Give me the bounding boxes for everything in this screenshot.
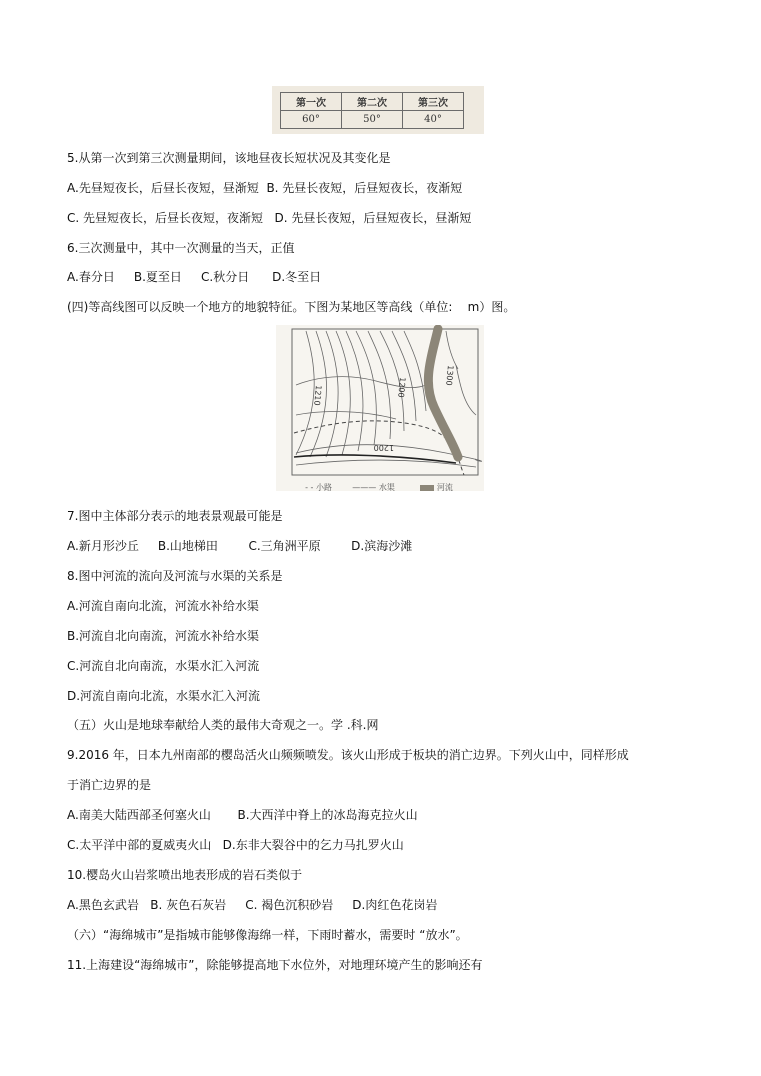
q9-options-2: C.太平洋中部的夏威夷火山 D.东非大裂谷中的乞力马扎罗火山 [67,838,404,852]
angle-table-image [272,86,484,134]
q9-options-1: A.南美大陆西部圣何塞火山 B.大西洋中脊上的冰岛海克拉火山 [67,808,418,822]
contour-label-1210: 1210 [312,384,323,406]
q7-options: A.新月形沙丘 B.山地梯田 C.三角洲平原 D.滨海沙滩 [67,539,413,553]
q6-stem: 6.三次测量中，其中一次测量的当天，正值 [67,241,295,255]
contour-label-1300: 1300 [444,364,455,386]
legend-road-symbol: - - [305,483,316,492]
table-header-2: 第二次 [342,93,403,111]
legend-river-label: 河流 [436,483,453,492]
section-5-intro: （五）火山是地球奉献给人类的最伟大奇观之一。学 .科.网 [67,718,379,732]
angle-table [280,92,464,129]
q9-stem-1: 9.2016 年，日本九州南部的樱岛活火山频频喷发。该火山形成于板块的消亡边界。下列火山中，同样形成 [67,748,629,762]
q11-stem: 11.上海建设“海绵城市”，除能够提高地下水位外，对地理环境产生的影响还有 [67,958,483,972]
contour-map [276,325,484,491]
table-value-2: 50° [342,111,403,129]
q7-stem: 7.图中主体部分表示的地表景观最可能是 [67,509,283,523]
map-legend: - - 小路 ——— 水渠 河流 [305,483,453,492]
q5-options-1: A.先昼短夜长，后昼长夜短，昼渐短 B. 先昼长夜短，后昼短夜长，夜渐短 [67,181,463,195]
table-value-1: 60° [281,111,342,129]
q8-option-d: D.河流自南向北流，水渠水汇入河流 [67,689,261,703]
q8-option-a: A.河流自南向北流，河流水补给水渠 [67,599,259,613]
q8-option-c: C.河流自北向南流，水渠水汇入河流 [67,659,260,673]
q5-options-2: C. 先昼短夜长，后昼长夜短，夜渐短 D. 先昼长夜短，后昼短夜长，昼渐短 [67,211,472,225]
table-header-3: 第三次 [403,93,464,111]
q8-stem: 8.图中河流的流向及河流与水渠的关系是 [67,569,283,583]
contour-label-1200-bottom: 1200 [373,443,394,452]
q6-options: A.春分日 B.夏至日 C.秋分日 D.冬至日 [67,270,322,284]
legend-river-symbol [420,485,434,491]
legend-road-label: 小路 [315,483,332,492]
table-header-1: 第一次 [281,93,342,111]
q9-stem-2: 于消亡边界的是 [67,778,152,792]
q8-option-b: B.河流自北向南流，河流水补给水渠 [67,629,260,643]
table-value-3: 40° [403,111,464,129]
q5-stem: 5.从第一次到第三次测量期间，该地昼夜长短状况及其变化是 [67,151,391,165]
section-6-intro: （六）“海绵城市”是指城市能够像海绵一样，下雨时蓄水，需要时 “放水”。 [67,928,468,942]
contour-map-drawing [276,325,484,491]
q10-options: A.黑色玄武岩 B. 灰色石灰岩 C. 褐色沉积砂岩 D.肉红色花岗岩 [67,898,438,912]
q10-stem: 10.樱岛火山岩浆喷出地表形成的岩石类似于 [67,868,303,882]
contour-label-1200: 1200 [396,376,407,398]
legend-canal-label: 水渠 [378,483,395,492]
section-4-intro: (四)等高线图可以反映一个地方的地貌特征。下图为某地区等高线（单位: m）图。 [67,300,516,314]
